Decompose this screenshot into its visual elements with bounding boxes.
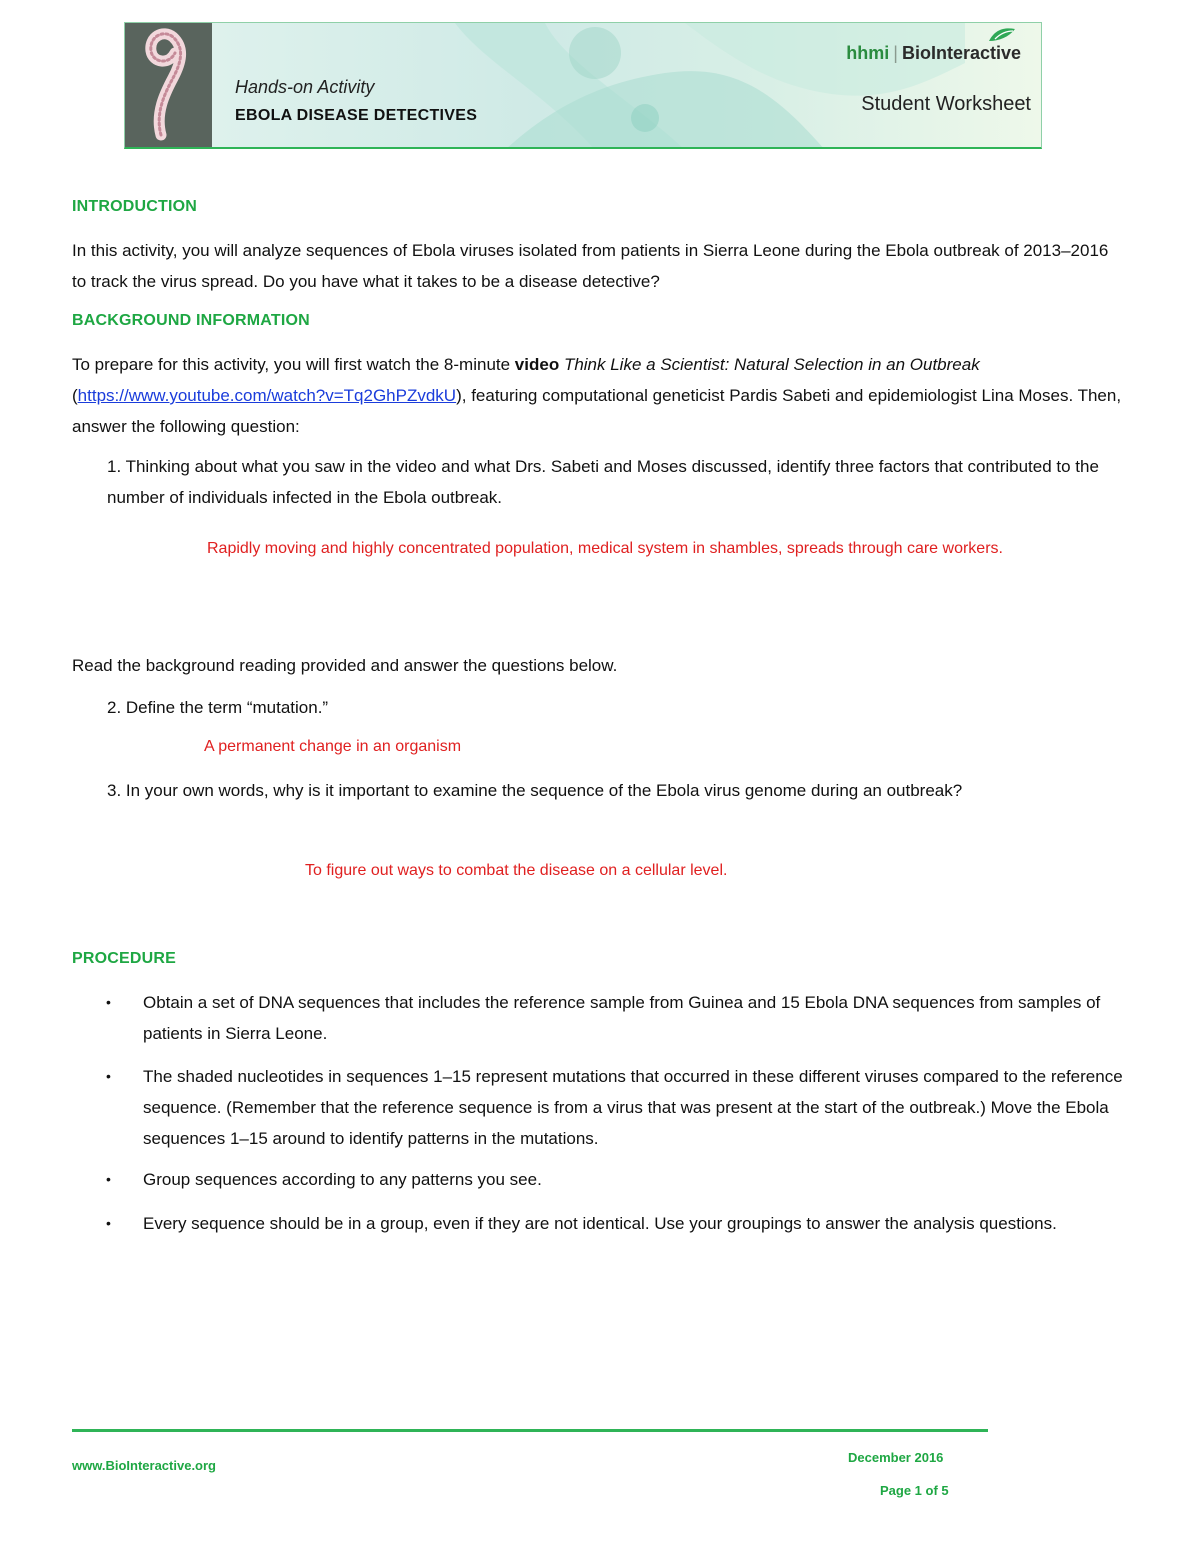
background-text-end: ), featuring computational geneticist Pardis Sabeti and epidemiologist Lina Moses. Then, answer the following question:: [72, 386, 1122, 436]
question-1: 1. Thinking about what you saw in the video and what Drs. Sabeti and Moses discussed, identify three factors that contributed to the number of individuals infected in the Ebola outbreak.: [107, 457, 1099, 507]
brand-logo: [846, 43, 1021, 64]
answer-1: Rapidly moving and highly concentrated population, medical system in shambles, spreads through care workers.: [207, 540, 1003, 557]
footer-divider: [72, 1429, 988, 1432]
bullet-icon: •: [106, 994, 111, 1010]
bullet-icon: •: [106, 1171, 111, 1187]
link-paren-open: (: [72, 386, 78, 405]
banner-subtitle: Hands-on Activity: [235, 77, 375, 97]
procedure-item: [106, 1061, 1126, 1154]
introduction-text: In this activity, you will analyze sequences of Ebola viruses isolated from patients in Sierra Leone during the Ebola outbreak of 2013–2016 to track the virus spread. Do you have what it takes to be a disease detective?: [72, 241, 1109, 291]
youtube-video-link[interactable]: https://www.youtube.com/watch?v=Tq2GhPZvdkU: [77, 386, 457, 405]
brand-hhmi: hhmi: [846, 43, 890, 63]
procedure-item-text: Group sequences according to any patterns you see.: [143, 1170, 542, 1189]
background-heading: BACKGROUND INFORMATION: [72, 312, 310, 329]
brand-biointeractive: BioInteractive: [901, 43, 1021, 63]
procedure-item-text: The shaded nucleotides in sequences 1–15 represent mutations that occurred in these different viruses compared to the reference sequence. (Remember that the reference sequence is from a virus that was present at the start of the outbreak.) Move the Ebola sequences 1–15 around to identify patterns in the mutations.: [143, 1067, 1123, 1148]
footer-date: December 2016: [848, 1450, 944, 1465]
procedure-item: [106, 1208, 1126, 1270]
procedure-heading: PROCEDURE: [72, 950, 177, 967]
video-title: Think Like a Scientist: Natural Selection in an Outbreak: [563, 355, 980, 374]
reading-instruction: Read the background reading provided and answer the questions below.: [72, 656, 618, 675]
procedure-item: [106, 987, 1126, 1049]
introduction-heading: INTRODUCTION: [72, 198, 198, 215]
procedure-item: [106, 1164, 1126, 1195]
question-3: 3. In your own words, why is it important to examine the sequence of the Ebola virus genome during an outbreak?: [107, 781, 963, 800]
video-word: video: [514, 355, 560, 374]
ebola-virus-image: [125, 23, 212, 148]
banner-title: EBOLA DISEASE DETECTIVES: [235, 107, 478, 124]
bullet-icon: •: [106, 1068, 111, 1084]
worksheet-label: Student Worksheet: [861, 93, 1031, 115]
procedure-item-text: Obtain a set of DNA sequences that includes the reference sample from Guinea and 15 Ebola DNA sequences from samples of patients in Sierra Leone.: [143, 993, 1101, 1043]
answer-2: A permanent change in an organism: [204, 738, 462, 755]
answer-3: To figure out ways to combat the disease on a cellular level.: [305, 862, 728, 879]
background-text-start: To prepare for this activity, you will first watch the 8-minute: [72, 355, 515, 374]
procedure-item-text: Every sequence should be in a group, even if they are not identical. Use your groupings to answer the analysis questions.: [143, 1214, 1057, 1233]
footer-page-number: Page 1 of 5: [880, 1483, 949, 1498]
background-paragraph: [72, 349, 1122, 442]
header-banner: [124, 22, 1042, 149]
brand-divider: |: [893, 43, 898, 63]
question-2: 2. Define the term “mutation.”: [107, 698, 329, 717]
footer-website-link[interactable]: www.BioInteractive.org: [72, 1458, 216, 1473]
bullet-icon: •: [106, 1215, 111, 1231]
